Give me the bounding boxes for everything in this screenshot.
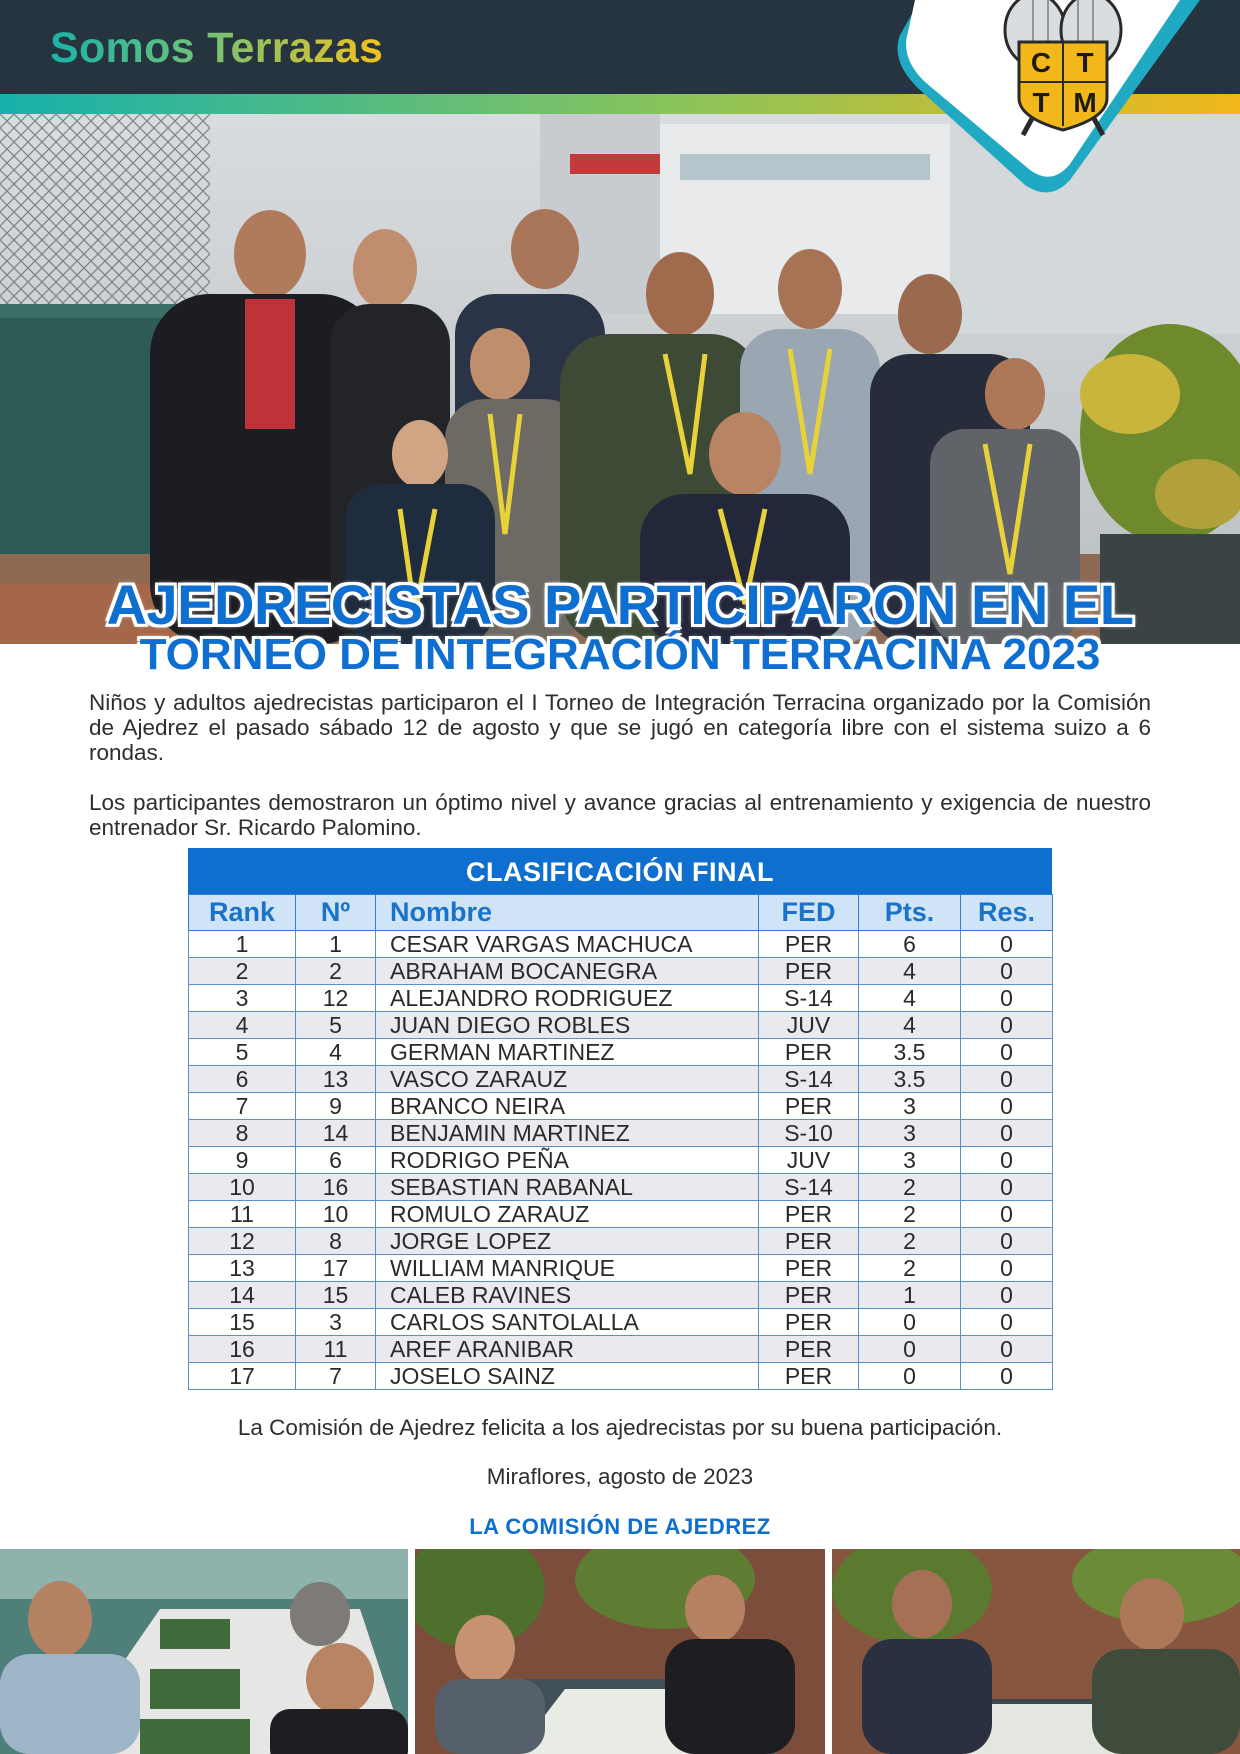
cell-number: 6: [296, 1147, 376, 1174]
chess-photo-1: [0, 1549, 408, 1754]
logo-letter-2: T: [1076, 47, 1094, 78]
cell-rank: 9: [189, 1147, 296, 1174]
cell-result: 0: [961, 1120, 1053, 1147]
table-row: [189, 1066, 1053, 1093]
cell-name: CESAR VARGAS MACHUCA: [376, 931, 759, 958]
cell-rank: 16: [189, 1336, 296, 1363]
cell-fed: S-14: [759, 1066, 859, 1093]
table-row: [189, 1255, 1053, 1282]
cell-number: 13: [296, 1066, 376, 1093]
cell-rank: 13: [189, 1255, 296, 1282]
cell-fed: PER: [759, 1228, 859, 1255]
cell-name: BRANCO NEIRA: [376, 1093, 759, 1120]
cell-name: BENJAMIN MARTINEZ: [376, 1120, 759, 1147]
cell-rank: 1: [189, 931, 296, 958]
cell-points: 4: [859, 1012, 961, 1039]
column-header-number: Nº: [296, 895, 376, 931]
cell-rank: 15: [189, 1309, 296, 1336]
cell-result: 0: [961, 1039, 1053, 1066]
table-title: CLASIFICACIÓN FINAL: [188, 848, 1052, 894]
table-row: [189, 1093, 1053, 1120]
column-header-fed: FED: [759, 895, 859, 931]
cell-points: 2: [859, 1255, 961, 1282]
logo-letter-4: M: [1073, 87, 1097, 118]
cell-result: 0: [961, 1282, 1053, 1309]
headline-line-1: AJEDRECISTAS PARTICIPARON EN EL: [106, 573, 1134, 636]
standings-grid: [188, 894, 1053, 1390]
club-logo-icon: [880, 0, 1200, 200]
table-row: [189, 1363, 1053, 1390]
cell-points: 0: [859, 1363, 961, 1390]
cell-name: GERMAN MARTINEZ: [376, 1039, 759, 1066]
congratulations-text: La Comisión de Ajedrez felicita a los ajedrecistas por su buena participación.: [237, 1415, 1003, 1440]
bottom-photo-strip: [0, 1549, 1240, 1754]
cell-number: 4: [296, 1039, 376, 1066]
cell-result: 0: [961, 1363, 1053, 1390]
cell-result: 0: [961, 1228, 1053, 1255]
cell-rank: 7: [189, 1093, 296, 1120]
cell-result: 0: [961, 931, 1053, 958]
cell-rank: 6: [189, 1066, 296, 1093]
logo-letter-3: T: [1032, 87, 1050, 118]
table-row: [189, 1309, 1053, 1336]
signature-text: LA COMISIÓN DE AJEDREZ: [469, 1514, 771, 1539]
table-row: [189, 1039, 1053, 1066]
brand-title: Somos Terrazas: [50, 24, 384, 72]
body-paragraph-2: Los participantes demostraron un óptimo nivel y avance gracias al entrenamiento y exigencia de nuestro entrenador Sr. Ricardo Palomino.: [89, 790, 1151, 840]
cell-name: ABRAHAM BOCANEGRA: [376, 958, 759, 985]
cell-fed: PER: [759, 1093, 859, 1120]
cell-result: 0: [961, 1255, 1053, 1282]
cell-fed: PER: [759, 958, 859, 985]
chess-photo-2: [415, 1549, 825, 1754]
cell-fed: PER: [759, 1201, 859, 1228]
cell-fed: JUV: [759, 1147, 859, 1174]
cell-fed: S-14: [759, 985, 859, 1012]
table-row: [189, 1201, 1053, 1228]
cell-points: 4: [859, 958, 961, 985]
cell-points: 0: [859, 1336, 961, 1363]
cell-rank: 8: [189, 1120, 296, 1147]
table-body: [189, 931, 1053, 1390]
column-header-points: Pts.: [859, 895, 961, 931]
cell-result: 0: [961, 1309, 1053, 1336]
cell-number: 15: [296, 1282, 376, 1309]
cell-fed: PER: [759, 1363, 859, 1390]
cell-points: 3.5: [859, 1066, 961, 1093]
cell-number: 11: [296, 1336, 376, 1363]
cell-number: 1: [296, 931, 376, 958]
cell-points: 6: [859, 931, 961, 958]
cell-number: 3: [296, 1309, 376, 1336]
cell-result: 0: [961, 1336, 1053, 1363]
cell-number: 12: [296, 985, 376, 1012]
cell-points: 2: [859, 1174, 961, 1201]
cell-rank: 2: [189, 958, 296, 985]
cell-result: 0: [961, 1201, 1053, 1228]
table-row: [189, 1174, 1053, 1201]
cell-points: 3.5: [859, 1039, 961, 1066]
cell-points: 2: [859, 1228, 961, 1255]
column-header-rank: Rank: [189, 895, 296, 931]
cell-points: 4: [859, 985, 961, 1012]
cell-result: 0: [961, 958, 1053, 985]
cell-name: JOSELO SAINZ: [376, 1363, 759, 1390]
cell-name: WILLIAM MANRIQUE: [376, 1255, 759, 1282]
chess-photo-3: [832, 1549, 1240, 1754]
column-header-name: Nombre: [376, 895, 759, 931]
table-row: [189, 1012, 1053, 1039]
cell-name: RODRIGO PEÑA: [376, 1147, 759, 1174]
table-row: [189, 985, 1053, 1012]
cell-rank: 5: [189, 1039, 296, 1066]
cell-fed: PER: [759, 1336, 859, 1363]
cell-rank: 4: [189, 1012, 296, 1039]
cell-number: 9: [296, 1093, 376, 1120]
column-header-result: Res.: [961, 895, 1053, 931]
logo-letter-1: C: [1030, 47, 1052, 78]
cell-points: 3: [859, 1120, 961, 1147]
cell-name: SEBASTIAN RABANAL: [376, 1174, 759, 1201]
cell-name: VASCO ZARAUZ: [376, 1066, 759, 1093]
cell-result: 0: [961, 1174, 1053, 1201]
cell-result: 0: [961, 1012, 1053, 1039]
cell-rank: 14: [189, 1282, 296, 1309]
cell-fed: PER: [759, 1282, 859, 1309]
cell-fed: PER: [759, 1309, 859, 1336]
cell-fed: PER: [759, 931, 859, 958]
headline-line-2: TORNEO DE INTEGRACIÓN TERRACINA 2023: [139, 630, 1101, 679]
table-header-row: [189, 895, 1053, 931]
cell-points: 1: [859, 1282, 961, 1309]
cell-fed: S-14: [759, 1174, 859, 1201]
cell-number: 16: [296, 1174, 376, 1201]
table-row: [189, 1282, 1053, 1309]
cell-name: ROMULO ZARAUZ: [376, 1201, 759, 1228]
table-row: [189, 1336, 1053, 1363]
body-paragraph-1: Niños y adultos ajedrecistas participaron el I Torneo de Integración Terracina organizado por la Comisión de Ajedrez el pasado sábado 12 de agosto y que se jugó en categoría libre con el sistema suizo a 6 rondas.: [89, 690, 1151, 765]
cell-result: 0: [961, 1093, 1053, 1120]
table-row: [189, 1147, 1053, 1174]
cell-number: 17: [296, 1255, 376, 1282]
cell-number: 7: [296, 1363, 376, 1390]
table-row: [189, 931, 1053, 958]
cell-points: 3: [859, 1093, 961, 1120]
cell-number: 5: [296, 1012, 376, 1039]
cell-points: 0: [859, 1309, 961, 1336]
cell-rank: 10: [189, 1174, 296, 1201]
cell-rank: 11: [189, 1201, 296, 1228]
cell-result: 0: [961, 1147, 1053, 1174]
cell-rank: 3: [189, 985, 296, 1012]
cell-points: 2: [859, 1201, 961, 1228]
cell-fed: S-10: [759, 1120, 859, 1147]
cell-result: 0: [961, 985, 1053, 1012]
cell-name: JUAN DIEGO ROBLES: [376, 1012, 759, 1039]
club-logo-badge: [880, 0, 1200, 200]
cell-name: CARLOS SANTOLALLA: [376, 1309, 759, 1336]
cell-rank: 12: [189, 1228, 296, 1255]
cell-number: 10: [296, 1201, 376, 1228]
table-row: [189, 1228, 1053, 1255]
cell-fed: PER: [759, 1255, 859, 1282]
cell-rank: 17: [189, 1363, 296, 1390]
cell-name: CALEB RAVINES: [376, 1282, 759, 1309]
cell-result: 0: [961, 1066, 1053, 1093]
cell-name: AREF ARANIBAR: [376, 1336, 759, 1363]
cell-fed: JUV: [759, 1012, 859, 1039]
cell-number: 8: [296, 1228, 376, 1255]
table-row: [189, 958, 1053, 985]
standings-table: [188, 848, 1052, 1390]
cell-number: 14: [296, 1120, 376, 1147]
table-row: [189, 1120, 1053, 1147]
place-date-text: Miraflores, agosto de 2023: [486, 1464, 754, 1489]
cell-name: ALEJANDRO RODRIGUEZ: [376, 985, 759, 1012]
cell-number: 2: [296, 958, 376, 985]
cell-name: JORGE LOPEZ: [376, 1228, 759, 1255]
cell-fed: PER: [759, 1039, 859, 1066]
cell-points: 3: [859, 1147, 961, 1174]
